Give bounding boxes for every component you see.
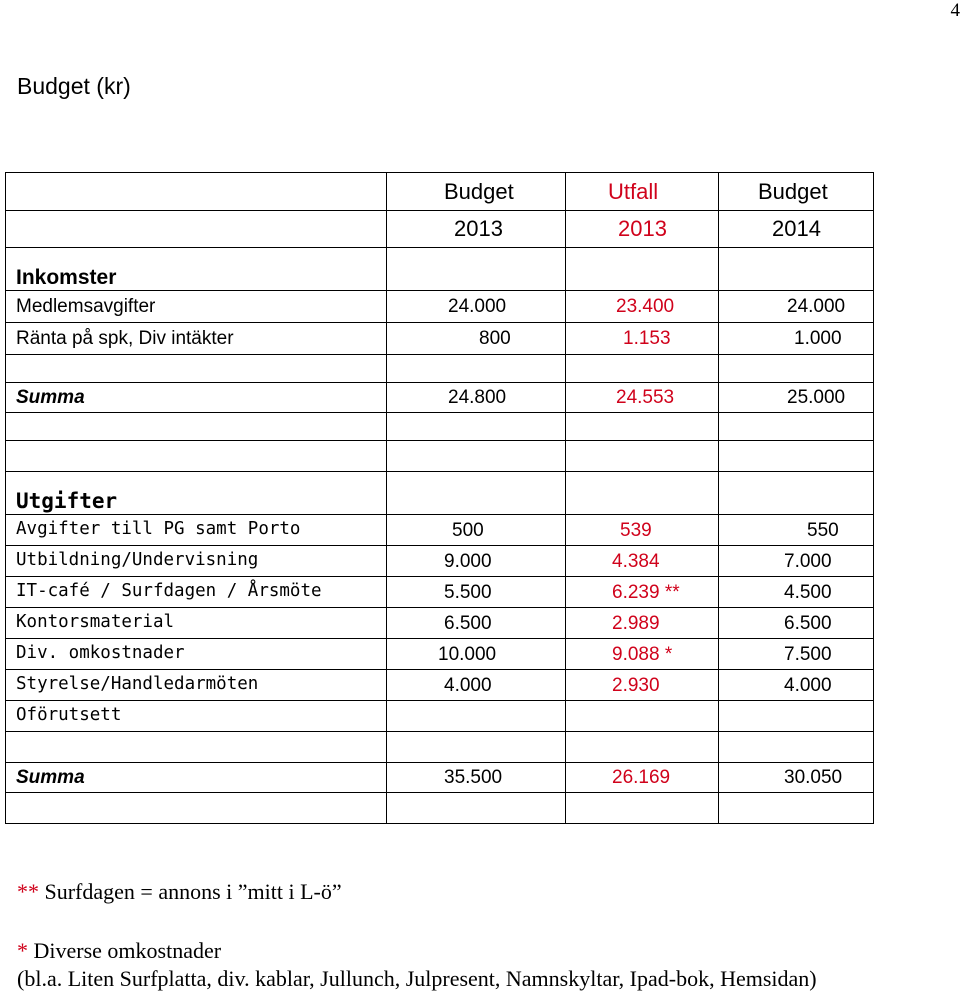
utfall-2013-value: 2.930 xyxy=(566,670,719,701)
page-title: Budget (kr) xyxy=(17,73,131,99)
table-row xyxy=(6,639,874,670)
footnote-detail: (bl.a. Liten Surfplatta, div. kablar, Jullunch, Julpresent, Namnskyltar, Ipad-bok, Hemsidan) xyxy=(17,966,817,992)
budget-2014-value: 4.500 xyxy=(719,577,874,608)
header-utfall-2013-year: 2013 xyxy=(566,211,719,248)
footnote-marker-double: ** xyxy=(17,879,39,904)
utfall-2013-value xyxy=(566,701,719,732)
budget-2014-sum: 25.000 xyxy=(719,383,874,413)
expenses-heading: Utgifter xyxy=(6,472,387,515)
row-label: Kontorsmaterial xyxy=(6,608,387,639)
budget-2013-value: 800 xyxy=(387,323,566,355)
budget-2014-sum: 30.050 xyxy=(719,763,874,793)
budget-2014-value: 24.000 xyxy=(719,291,874,323)
utfall-2013-sum: 24.553 xyxy=(566,383,719,413)
budget-2013-value: 500 xyxy=(387,515,566,546)
table-row xyxy=(6,323,874,355)
sum-label: Summa xyxy=(6,383,387,413)
utfall-2013-value: 6.239 ** xyxy=(566,577,719,608)
table-row xyxy=(6,577,874,608)
budget-2014-value: 6.500 xyxy=(719,608,874,639)
budget-2013-value xyxy=(387,701,566,732)
header-budget-2013-label: Budget xyxy=(387,173,566,211)
footnote-marker-single: * xyxy=(17,937,28,963)
row-label: Styrelse/Handledarmöten xyxy=(6,670,387,701)
budget-2013-value: 24.000 xyxy=(387,291,566,323)
empty-row xyxy=(6,441,874,472)
empty-row xyxy=(6,793,874,824)
budget-2013-value: 5.500 xyxy=(387,577,566,608)
budget-2014-value: 550 xyxy=(719,515,874,546)
footnote-text: Surfdagen = annons i ”mitt i L-ö” xyxy=(44,879,342,904)
header-budget-2014-year: 2014 xyxy=(719,211,874,248)
footnote-diverse xyxy=(17,937,817,966)
footnote-text: Diverse omkostnader xyxy=(33,937,222,963)
table-row xyxy=(6,701,874,732)
row-label: Oförutsett xyxy=(6,701,387,732)
row-label: Ränta på spk, Div intäkter xyxy=(6,323,387,355)
row-label: Utbildning/Undervisning xyxy=(6,546,387,577)
row-label: Medlemsavgifter xyxy=(6,291,387,323)
utfall-2013-value: 4.384 xyxy=(566,546,719,577)
budget-2013-value: 10.000 xyxy=(387,639,566,670)
empty-row xyxy=(6,732,874,763)
page-number: 4 xyxy=(950,0,960,21)
row-label: Div. omkostnader xyxy=(6,639,387,670)
income-heading: Inkomster xyxy=(6,248,387,291)
utfall-2013-value: 539 xyxy=(566,515,719,546)
row-label: IT-café / Surfdagen / Årsmöte xyxy=(6,577,387,608)
utfall-2013-value: 1.153 xyxy=(566,323,719,355)
header-budget-2014-label: Budget xyxy=(719,173,874,211)
budget-2013-value: 4.000 xyxy=(387,670,566,701)
empty-row xyxy=(6,355,874,383)
footnotes xyxy=(17,878,817,994)
row-label: Avgifter till PG samt Porto xyxy=(6,515,387,546)
table-row xyxy=(6,291,874,323)
sum-label: Summa xyxy=(6,763,387,793)
budget-2014-value xyxy=(719,701,874,732)
budget-2014-value: 4.000 xyxy=(719,670,874,701)
budget-2014-value: 7.500 xyxy=(719,639,874,670)
header-empty-cell xyxy=(6,211,387,248)
utfall-2013-value: 9.088 * xyxy=(566,639,719,670)
header-budget-2013-year: 2013 xyxy=(387,211,566,248)
utfall-2013-sum: 26.169 xyxy=(566,763,719,793)
budget-2014-value: 1.000 xyxy=(719,323,874,355)
budget-2013-sum: 35.500 xyxy=(387,763,566,793)
budget-2013-value: 6.500 xyxy=(387,608,566,639)
budget-table xyxy=(5,172,874,824)
expenses-heading-row xyxy=(6,472,874,515)
footnote-surfdagen xyxy=(17,878,817,907)
header-utfall-2013-label: Utfall xyxy=(566,173,719,211)
header-row-labels xyxy=(6,173,874,211)
header-row-years xyxy=(6,211,874,248)
budget-2013-value: 9.000 xyxy=(387,546,566,577)
empty-row xyxy=(6,413,874,441)
table-row xyxy=(6,608,874,639)
header-empty-cell xyxy=(6,173,387,211)
table-row xyxy=(6,515,874,546)
income-sum-row xyxy=(6,383,874,413)
budget-2014-value: 7.000 xyxy=(719,546,874,577)
budget-2013-sum: 24.800 xyxy=(387,383,566,413)
income-heading-row xyxy=(6,248,874,291)
table-row xyxy=(6,670,874,701)
utfall-2013-value: 2.989 xyxy=(566,608,719,639)
table-row xyxy=(6,546,874,577)
expenses-sum-row xyxy=(6,763,874,793)
utfall-2013-value: 23.400 xyxy=(566,291,719,323)
